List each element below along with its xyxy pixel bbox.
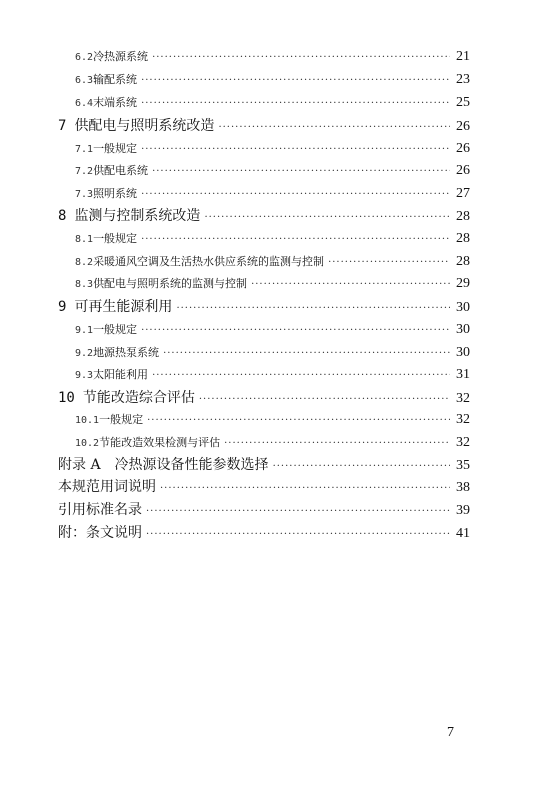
toc-dot-leader bbox=[146, 530, 450, 540]
toc-entry-page: 25 bbox=[456, 95, 470, 110]
toc-entry-title: 一般规定 bbox=[93, 323, 138, 336]
toc-entry-page: 29 bbox=[456, 276, 470, 291]
toc-entry-page: 30 bbox=[456, 345, 470, 360]
toc-dot-leader bbox=[141, 145, 450, 155]
toc-dot-leader bbox=[160, 484, 450, 494]
toc-entry-title: 供配电与照明系统的监测与控制 bbox=[93, 277, 248, 290]
toc-section-entry[interactable] bbox=[75, 50, 470, 64]
toc-dot-leader bbox=[141, 326, 450, 336]
toc-entry-title: 地源热泵系统 bbox=[93, 346, 160, 359]
toc-entry-page: 41 bbox=[456, 526, 470, 541]
toc-section-entry[interactable] bbox=[75, 187, 470, 201]
toc-entry-page: 28 bbox=[456, 231, 470, 246]
toc-entry-number: 8 bbox=[58, 208, 67, 224]
toc-entry-number: 6.4 bbox=[75, 98, 94, 109]
toc-section-entry[interactable] bbox=[75, 413, 470, 427]
toc-dot-leader bbox=[176, 304, 450, 314]
toc-entry-number: 6.2 bbox=[75, 52, 94, 63]
toc-entry-page: 26 bbox=[456, 119, 470, 134]
toc-dot-leader bbox=[141, 235, 450, 245]
toc-entry-page: 30 bbox=[456, 322, 470, 337]
toc-entry-page: 26 bbox=[456, 141, 470, 156]
toc-dot-leader bbox=[224, 439, 450, 449]
toc-dot-leader bbox=[218, 123, 450, 133]
toc-section-entry[interactable] bbox=[75, 232, 470, 246]
toc-section-entry[interactable] bbox=[75, 436, 470, 450]
toc-entry-page: 30 bbox=[456, 300, 470, 315]
toc-chapter-entry[interactable] bbox=[58, 119, 470, 134]
toc-dot-leader bbox=[141, 76, 450, 86]
toc-entry-title: 输配系统 bbox=[93, 73, 138, 86]
toc-section-entry[interactable] bbox=[75, 368, 470, 382]
toc-entry-number: 7 bbox=[58, 118, 67, 134]
toc-dot-leader bbox=[146, 507, 450, 517]
toc-entry-number: 9.3 bbox=[75, 370, 94, 381]
toc-dot-leader bbox=[152, 167, 450, 177]
toc-section-entry[interactable] bbox=[75, 142, 470, 156]
toc-entry-number: 8.1 bbox=[75, 234, 94, 245]
toc-dot-leader bbox=[199, 395, 450, 405]
toc-entry-title: 附录 A 冷热源设备性能参数选择 bbox=[58, 457, 269, 473]
toc-entry-page: 32 bbox=[456, 412, 470, 427]
toc-section-entry[interactable] bbox=[75, 164, 470, 178]
toc-dot-leader bbox=[147, 416, 450, 426]
toc-dot-leader bbox=[273, 462, 450, 472]
toc-entry-page: 38 bbox=[456, 480, 470, 495]
toc-section-entry[interactable] bbox=[75, 255, 470, 269]
toc-entry-title: 可再生能源利用 bbox=[74, 299, 173, 315]
toc-chapter-entry[interactable] bbox=[58, 391, 470, 406]
toc-entry-title: 供配电系统 bbox=[93, 164, 149, 177]
toc-entry-page: 32 bbox=[456, 391, 470, 406]
toc-entry-page: 26 bbox=[456, 163, 470, 178]
toc-entry-title: 监测与控制系统改造 bbox=[74, 208, 201, 224]
toc-chapter-entry[interactable] bbox=[58, 209, 470, 224]
toc-chapter-entry[interactable] bbox=[58, 300, 470, 315]
toc-entry-page: 28 bbox=[456, 254, 470, 269]
toc-dot-leader bbox=[163, 349, 450, 359]
toc-entry-title: 节能改造综合评估 bbox=[82, 390, 195, 406]
toc-dot-leader bbox=[251, 280, 450, 290]
toc-entry-title: 冷热源系统 bbox=[93, 50, 149, 63]
toc-entry-title: 一般规定 bbox=[93, 232, 138, 245]
toc-entry-title: 一般规定 bbox=[93, 142, 138, 155]
toc-entry-number: 10 bbox=[58, 390, 75, 406]
toc-entry-title: 附：条文说明 bbox=[58, 525, 142, 541]
toc-entry-page: 23 bbox=[456, 72, 470, 87]
toc-chapter-entry[interactable] bbox=[58, 458, 470, 473]
toc-entry-title: 照明系统 bbox=[93, 187, 138, 200]
toc-entry-number: 7.3 bbox=[75, 189, 94, 200]
toc-entry-page: 28 bbox=[456, 209, 470, 224]
toc-entry-page: 21 bbox=[456, 49, 470, 64]
toc-section-entry[interactable] bbox=[75, 346, 470, 360]
toc-entry-number: 7.1 bbox=[75, 144, 94, 155]
toc-entry-number: 9.2 bbox=[75, 348, 94, 359]
toc-entry-page: 35 bbox=[456, 458, 470, 473]
toc-dot-leader bbox=[141, 190, 450, 200]
toc-entry-title: 供配电与照明系统改造 bbox=[74, 118, 215, 134]
toc-entry-number: 9.1 bbox=[75, 325, 94, 336]
toc-entry-title: 本规范用词说明 bbox=[58, 479, 156, 495]
toc-section-entry[interactable] bbox=[75, 73, 470, 87]
toc-chapter-entry[interactable] bbox=[58, 480, 470, 495]
toc-entry-page: 27 bbox=[456, 186, 470, 201]
toc-entry-number: 6.3 bbox=[75, 75, 94, 86]
toc-entry-page: 31 bbox=[456, 367, 470, 382]
toc-section-entry[interactable] bbox=[75, 96, 470, 110]
toc-entry-number: 10.2 bbox=[75, 438, 100, 449]
toc-dot-leader bbox=[152, 371, 450, 381]
toc-entry-title: 节能改造效果检测与评估 bbox=[99, 436, 221, 449]
toc-dot-leader bbox=[204, 213, 450, 223]
toc-chapter-entry[interactable] bbox=[58, 503, 470, 518]
toc-dot-leader bbox=[328, 258, 450, 268]
toc-entry-page: 39 bbox=[456, 503, 470, 518]
toc-entry-title: 采暖通风空调及生活热水供应系统的监测与控制 bbox=[93, 255, 325, 268]
toc-entry-number: 9 bbox=[58, 299, 67, 315]
toc-chapter-entry[interactable] bbox=[58, 526, 470, 541]
toc-entry-number: 8.2 bbox=[75, 257, 94, 268]
toc-entry-number: 10.1 bbox=[75, 415, 100, 426]
toc-entry-number: 7.2 bbox=[75, 166, 94, 177]
toc-dot-leader bbox=[152, 53, 450, 63]
toc-entry-title: 太阳能利用 bbox=[93, 368, 149, 381]
toc-section-entry[interactable] bbox=[75, 277, 470, 291]
toc-entry-title: 引用标准名录 bbox=[58, 502, 142, 518]
page-number: 7 bbox=[447, 725, 454, 740]
toc-entry-page: 32 bbox=[456, 435, 470, 450]
toc-entry-number: 8.3 bbox=[75, 279, 94, 290]
toc-entry-title: 一般规定 bbox=[99, 413, 144, 426]
toc-entry-title: 末端系统 bbox=[93, 96, 138, 109]
toc-dot-leader bbox=[141, 99, 450, 109]
toc-section-entry[interactable] bbox=[75, 323, 470, 337]
